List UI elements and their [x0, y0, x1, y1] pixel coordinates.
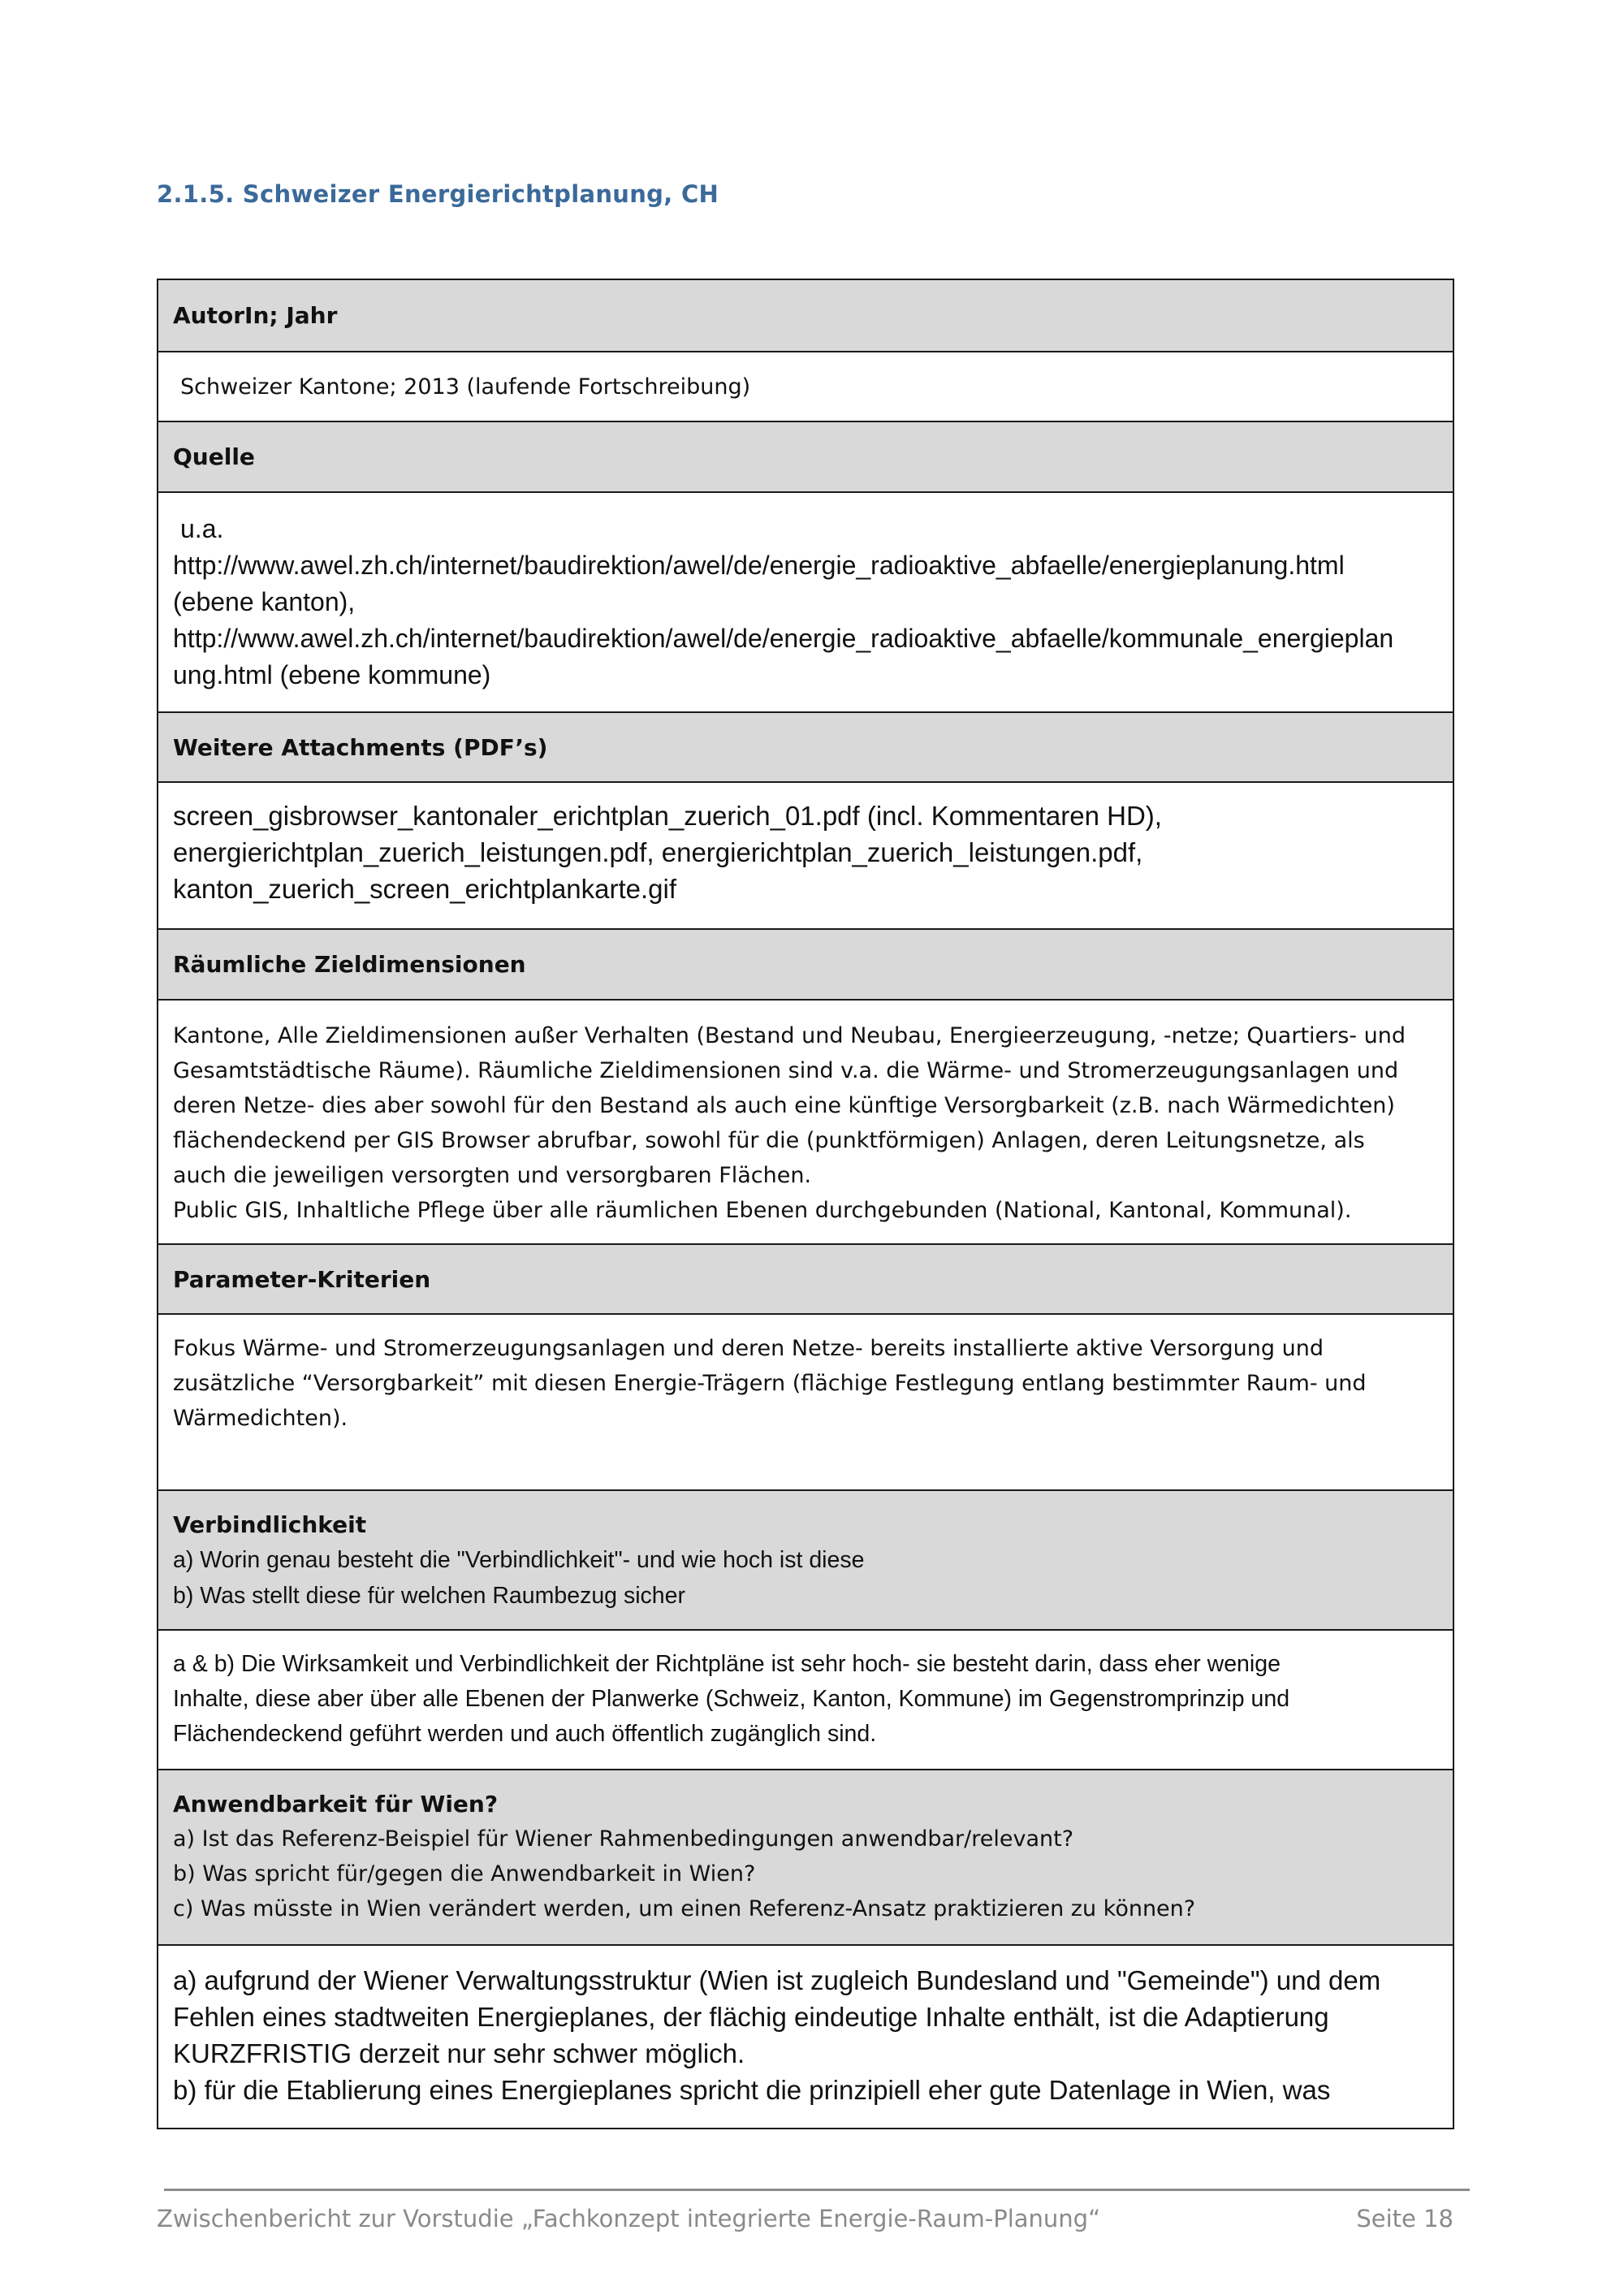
page-number: Seite 18 [1356, 2205, 1453, 2232]
applicability-question: b) Was spricht für/gegen die Anwendbarkeit in Wien? [173, 1861, 756, 1887]
attachments-header-cell [158, 711, 1453, 781]
source-link[interactable]: http://www.awel.zh.ch/internet/baudirektion/awel/de/energie_radioaktive_abfaelle/energieplanung.html [173, 551, 1345, 580]
binding-line: a & b) Die Wirksamkeit und Verbindlichkeit der Richtpläne ist sehr hoch- sie besteht darin, dass eher wenige [173, 1651, 1281, 1677]
attachments-value-cell [158, 781, 1453, 928]
source-header-cell [158, 421, 1453, 491]
applicability-value-cell [158, 1944, 1453, 2128]
footer-divider [164, 2189, 1470, 2191]
spatial-value-cell [158, 999, 1453, 1243]
source-line: (ebene kanton), [173, 587, 356, 616]
author-value: Schweizer Kantone; 2013 (laufende Fortschreibung) [180, 374, 751, 400]
reference-table [157, 279, 1454, 2129]
criteria-header-cell [158, 1243, 1453, 1313]
binding-question: b) Was stellt diese für welchen Raumbezug sicher [173, 1583, 685, 1609]
criteria-header: Parameter-Kriterien [173, 1265, 431, 1293]
applicability-header-cell [158, 1769, 1453, 1944]
applicability-line: b) für die Etablierung eines Energieplanes spricht die prinzipiell eher gute Datenlage in Wien, was [173, 2075, 1331, 2105]
source-value-cell [158, 491, 1453, 711]
spatial-line: deren Netze- dies aber sowohl für den Bestand als auch eine künftige Versorgbarkeit (z.B. nach Wärmedichten) [173, 1093, 1395, 1118]
attachment-item: energierichtplan_zuerich_leistungen.pdf, energierichtplan_zuerich_leistungen.pdf, [173, 837, 1143, 867]
criteria-line: Fokus Wärme- und Stromerzeugungsanlagen und deren Netze- bereits installierte aktive Versorgung und [173, 1336, 1324, 1361]
binding-question: a) Worin genau besteht die "Verbindlichkeit"- und wie hoch ist diese [173, 1547, 865, 1573]
criteria-line: Wärmedichten). [173, 1406, 348, 1431]
applicability-line: KURZFRISTIG derzeit nur sehr schwer möglich. [173, 2038, 745, 2068]
source-header: Quelle [173, 443, 255, 470]
attachment-item: screen_gisbrowser_kantonaler_erichtplan_zuerich_01.pdf (incl. Kommentaren HD), [173, 801, 1162, 831]
binding-header-cell [158, 1489, 1453, 1629]
spatial-line: Public GIS, Inhaltliche Pflege über alle räumlichen Ebenen durchgebunden (National, Kantonal, Kommunal). [173, 1198, 1352, 1223]
applicability-header: Anwendbarkeit für Wien? [173, 1791, 499, 1817]
applicability-question: c) Was müsste in Wien verändert werden, um einen Referenz-Ansatz praktizieren zu können? [173, 1896, 1196, 1921]
section-heading: 2.1.5. Schweizer Energierichtplanung, CH [157, 180, 719, 208]
binding-line: Flächendeckend geführt werden und auch öffentlich zugänglich sind. [173, 1721, 877, 1747]
source-line: ung.html (ebene kommune) [173, 660, 491, 689]
applicability-line: Fehlen eines stadtweiten Energieplanes, der flächig eindeutige Inhalte enthält, ist die Adaptierung [173, 2002, 1329, 2032]
spatial-line: auch die jeweiligen versorgten und versorgbaren Flächen. [173, 1163, 812, 1188]
attachments-header: Weitere Attachments (PDF’s) [173, 733, 548, 761]
spatial-header-cell [158, 928, 1453, 999]
source-link[interactable]: http://www.awel.zh.ch/internet/baudirektion/awel/de/energie_radioaktive_abfaelle/kommunale_energieplan [173, 624, 1394, 653]
author-header: AutorIn; Jahr [173, 302, 338, 329]
spatial-header: Räumliche Zieldimensionen [173, 951, 526, 978]
spatial-line: Gesamtstädtische Räume). Räumliche Zieldimensionen sind v.a. die Wärme- und Stromerzeugungsanlagen und [173, 1058, 1399, 1083]
spatial-line: Kantone, Alle Zieldimensionen außer Verhalten (Bestand und Neubau, Energieerzeugung, -netze; Quartiers- und [173, 1023, 1406, 1048]
applicability-question: a) Ist das Referenz-Beispiel für Wiener Rahmenbedingungen anwendbar/relevant? [173, 1826, 1074, 1852]
footer-title: Zwischenbericht zur Vorstudie „Fachkonzept integrierte Energie-Raum-Planung“ [157, 2205, 1101, 2232]
criteria-line: zusätzliche “Versorgbarkeit” mit diesen Energie-Trägern (flächige Festlegung entlang bestimmter Raum- und [173, 1371, 1367, 1396]
binding-line: Inhalte, diese aber über alle Ebenen der Planwerke (Schweiz, Kanton, Kommune) im Gegenstromprinzip und [173, 1686, 1290, 1712]
binding-header: Verbindlichkeit [173, 1511, 367, 1538]
spatial-line: flächendeckend per GIS Browser abrufbar, sowohl für die (punktförmigen) Anlagen, deren Leitungsnetze, als [173, 1128, 1365, 1153]
author-value-cell [158, 351, 1453, 421]
applicability-line: a) aufgrund der Wiener Verwaltungsstruktur (Wien ist zugleich Bundesland und "Gemeinde") und dem [173, 1965, 1381, 1995]
attachment-item: kanton_zuerich_screen_erichtplankarte.gif [173, 874, 677, 904]
criteria-value-cell [158, 1313, 1453, 1489]
binding-value-cell [158, 1629, 1453, 1769]
source-line: u.a. [180, 514, 224, 543]
author-header-cell [158, 280, 1453, 351]
